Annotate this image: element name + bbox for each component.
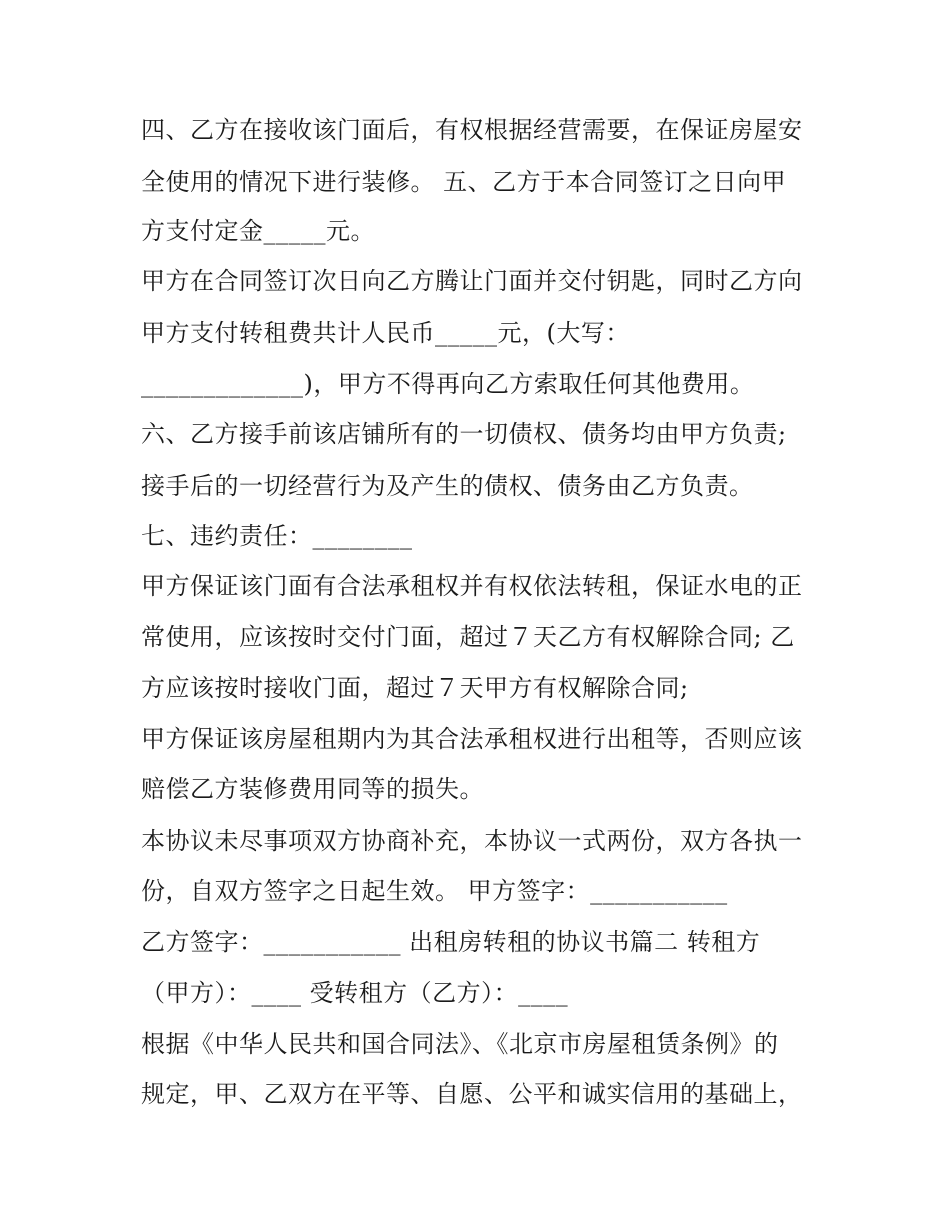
text-line: 接手后的一切经营行为及产生的债权、债务由乙方负责。 — [141, 472, 754, 500]
text-line: 全使用的情况下进行装修。 五、乙方于本合同签订之日向甲 — [141, 168, 787, 196]
text-line: 六、乙方接手前该店铺所有的一切债权、债务均由甲方负责; — [141, 420, 787, 448]
text-line: 本协议未尽事项双方协商补充，本协议一式两份，双方各执一 — [141, 827, 803, 855]
text-line: 四、乙方在接收该门面后，有权根据经营需要，在保证房屋安 — [141, 116, 803, 144]
text-line: 根据《中华人民共和国合同法》、《北京市房屋租赁条例》的 — [141, 1030, 779, 1058]
text-line: 份，自双方签字之日起生效。 甲方签字：___________ — [141, 877, 728, 905]
text-line: 乙方签字：___________ 出租房转租的协议书篇二 转租方 — [141, 928, 761, 956]
text-line: 规定，甲、乙双方在平等、自愿、公平和诚实信用的基础上， — [141, 1080, 803, 1108]
text-line: 方应该按时接收门面，超过７天甲方有权解除合同; — [141, 674, 689, 702]
text-line: 常使用，应该按时交付门面，超过７天乙方有权解除合同; 乙 — [141, 623, 795, 651]
text-line: 甲方保证该房屋租期内为其合法承租权进行出租等，否则应该 — [141, 725, 803, 753]
text-line: 甲方支付转租费共计人民币_____元，(大写： — [141, 319, 630, 347]
text-line: 甲方在合同签订次日向乙方腾让门面并交付钥匙，同时乙方向 — [141, 267, 803, 295]
text-line: 七、违约责任：________ — [141, 522, 413, 550]
text-line: _____________)，甲方不得再向乙方索取任何其他费用。 — [141, 370, 755, 398]
text-line: 赔偿乙方装修费用同等的损失。 — [141, 775, 484, 803]
text-line: （甲方）：____ 受转租方（乙方）：____ — [141, 979, 569, 1007]
text-line: 甲方保证该门面有合法承租权并有权依法转租，保证水电的正 — [141, 572, 803, 600]
text-line: 方支付定金_____元。 — [141, 217, 375, 245]
